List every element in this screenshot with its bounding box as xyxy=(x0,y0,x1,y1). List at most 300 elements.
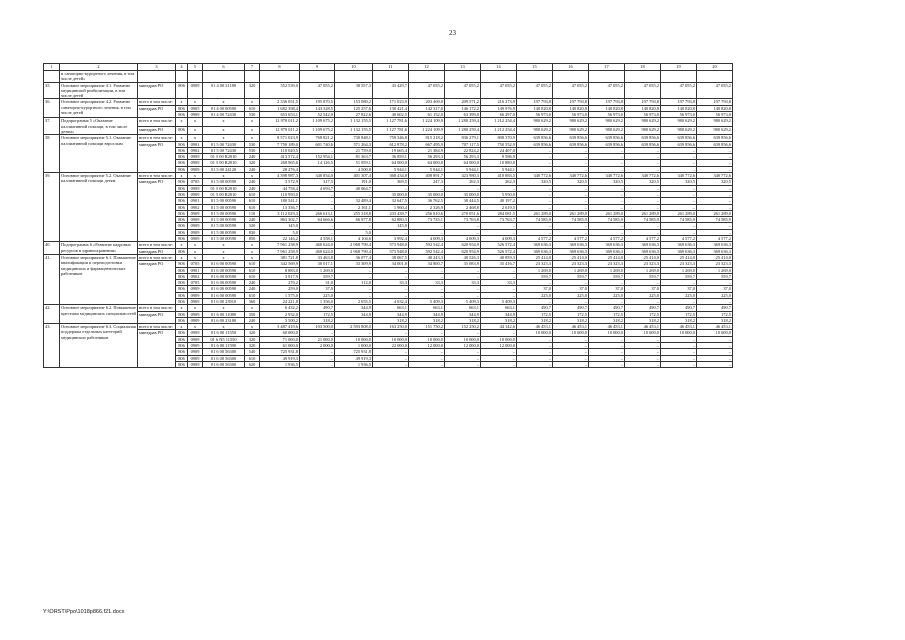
column-number: 1 xyxy=(44,64,60,71)
year-amount: – xyxy=(589,204,625,210)
funding-source: минздрав РО xyxy=(138,330,176,368)
year-amount: 262,3 xyxy=(481,179,517,185)
measure-name: Основное мероприятие 5.1. Оказание паллиативной помощи взрослым xyxy=(60,135,138,173)
section-code: 0909 xyxy=(188,112,203,118)
year-amount: – xyxy=(373,292,409,298)
ministry-code: 806 xyxy=(176,317,188,323)
year-amount: 24 407,0 xyxy=(481,147,517,153)
year-amount: – xyxy=(300,330,335,336)
year-amount: 203 469,0 xyxy=(409,99,445,105)
target-item-code: 01 6 00 11590 xyxy=(203,343,245,349)
ministry-code: 806 xyxy=(176,223,188,229)
funding-source: всего в том числе: xyxy=(138,99,176,105)
year-amount: – xyxy=(589,198,625,204)
ministry-code: 806 xyxy=(176,311,188,317)
ministry-code: 806 xyxy=(176,298,188,304)
year-amount: – xyxy=(373,267,409,273)
year-amount: – xyxy=(589,355,625,361)
year-amount: 38 067,5 xyxy=(373,254,409,260)
section-code: 0909 xyxy=(188,185,203,191)
year-amount: 225,0 xyxy=(553,292,589,298)
total-amount: 22 146,2 xyxy=(260,236,300,242)
year-amount: – xyxy=(697,349,733,355)
year-amount: 33,3 xyxy=(409,280,445,286)
year-amount: – xyxy=(661,204,697,210)
year-amount: 4 104,6 xyxy=(335,236,373,242)
ministry-code: х xyxy=(176,135,188,141)
year-amount: 1 269,0 xyxy=(553,267,589,273)
funding-source: всего в том числе: xyxy=(138,305,176,311)
year-amount: 33,3 xyxy=(481,280,517,286)
year-amount: 369 636,3 xyxy=(589,248,625,254)
year-amount: – xyxy=(300,166,335,172)
year-amount: 40 197,2 xyxy=(481,198,517,204)
year-amount: 46 453,1 xyxy=(625,324,661,330)
year-amount: 74 585,9 xyxy=(517,217,553,223)
year-amount: 22 824,2 xyxy=(445,147,481,153)
year-amount: – xyxy=(625,166,661,172)
year-amount xyxy=(589,71,625,83)
funding-source: минздрав РО xyxy=(138,248,176,254)
year-amount: – xyxy=(589,349,625,355)
column-number: 14 xyxy=(481,64,517,71)
year-amount: – xyxy=(661,336,697,342)
year-amount: – xyxy=(625,349,661,355)
year-amount: – xyxy=(335,223,373,229)
total-amount: 110 020,5 xyxy=(260,147,300,153)
year-amount: 33 463,8 xyxy=(300,254,335,260)
year-amount: – xyxy=(625,191,661,197)
funding-source: всего в том числе: xyxy=(138,135,176,141)
year-amount: – xyxy=(409,355,445,361)
year-amount: – xyxy=(661,349,697,355)
year-amount: – xyxy=(445,361,481,367)
target-item-code: 01 5 00 00590 xyxy=(203,229,245,235)
year-amount: 46 453,1 xyxy=(517,324,553,330)
year-amount: 172,5 xyxy=(625,311,661,317)
year-amount: 980 629,2 xyxy=(517,118,553,126)
year-amount: – xyxy=(697,280,733,286)
year-amount: 12 000,0 xyxy=(445,343,481,349)
year-amount: – xyxy=(661,343,697,349)
year-amount: – xyxy=(697,166,733,172)
year-amount: – xyxy=(625,204,661,210)
year-amount: 112,0 xyxy=(335,280,373,286)
total-amount: 13 336,7 xyxy=(260,204,300,210)
year-amount: 74 585,9 xyxy=(553,217,589,223)
section-code: 0909 xyxy=(188,160,203,166)
year-amount: 4 577,2 xyxy=(697,236,733,242)
year-amount: 1 127 781,6 xyxy=(373,126,409,134)
year-amount: 1 212 254,4 xyxy=(481,126,517,134)
year-amount: – xyxy=(445,355,481,361)
year-amount: 490,7 xyxy=(697,305,733,311)
year-amount: – xyxy=(517,349,553,355)
total-amount: 8 883,0 xyxy=(260,267,300,273)
total-amount: 180 541,1 xyxy=(260,198,300,204)
funding-source: всего в том числе: xyxy=(138,118,176,126)
ministry-code: 806 xyxy=(176,236,188,242)
expense-type-code: х xyxy=(245,242,260,248)
year-amount: 38 444,5 xyxy=(445,198,481,204)
year-amount: 369 636,3 xyxy=(697,248,733,254)
year-amount: 225,0 xyxy=(300,292,335,298)
year-amount: – xyxy=(589,298,625,304)
year-amount: 340 772,6 xyxy=(589,173,625,179)
year-amount: 56 293,3 xyxy=(445,154,481,160)
year-amount: 601 740,6 xyxy=(300,141,335,147)
year-amount: – xyxy=(589,223,625,229)
target-item-code: 01 5 00 24120 xyxy=(203,166,245,172)
year-amount: 163 250,0 xyxy=(373,324,409,330)
year-amount: 423 980,3 xyxy=(445,173,481,179)
year-amount: 266 613,1 xyxy=(300,210,335,216)
measure-name: Подпрограмма 5 «Оказание паллиативной помощи, в том числе детям» xyxy=(60,118,138,135)
year-amount: 1 960,4 xyxy=(373,204,409,210)
expense-type-code: 530 xyxy=(245,112,260,118)
year-amount: 10 000,0 xyxy=(697,330,733,336)
ministry-code: 806 xyxy=(176,160,188,166)
year-amount: 256 810,6 xyxy=(409,210,445,216)
year-amount: 23 323,3 xyxy=(697,261,733,267)
total-amount: 7 961 258,9 xyxy=(260,248,300,254)
total-amount: 12 970 011,2 xyxy=(260,126,300,134)
year-amount: 1 269,0 xyxy=(697,267,733,273)
year-amount: – xyxy=(661,166,697,172)
year-amount: 1 269,0 xyxy=(300,267,335,273)
year-amount: – xyxy=(697,229,733,235)
target-item-code: 01 5 00 00590 xyxy=(203,223,245,229)
target-item-code: х xyxy=(203,126,245,134)
year-amount: – xyxy=(445,286,481,292)
year-amount: 5 944,1 xyxy=(481,166,517,172)
expense-type-code: х xyxy=(245,126,260,134)
target-item-code: 01 5 00 R2010 xyxy=(203,185,245,191)
expense-type-code: 830 xyxy=(245,229,260,235)
total-amount: 863 302,7 xyxy=(260,217,300,223)
target-item-code: х xyxy=(203,173,245,179)
year-amount: 1 269,0 xyxy=(589,267,625,273)
section-code: 0909 xyxy=(188,191,203,197)
section-code xyxy=(188,71,203,83)
ministry-code: 806 xyxy=(176,191,188,197)
year-amount: 639 856,6 xyxy=(697,141,733,147)
target-item-code: 01 6 00 00590 xyxy=(203,267,245,273)
column-number: 19 xyxy=(661,64,697,71)
ministry-code: 806 xyxy=(176,261,188,267)
expense-type-code xyxy=(245,71,260,83)
year-amount: 318,2 xyxy=(661,317,697,323)
expense-type-code: х xyxy=(245,118,260,126)
section-code: х xyxy=(188,305,203,311)
year-amount: 25 414,0 xyxy=(661,254,697,260)
year-amount: 63 399,0 xyxy=(445,112,481,118)
expense-type-code: 350 xyxy=(245,311,260,317)
year-amount: 23 323,3 xyxy=(589,261,625,267)
target-item-code: 01 6 00 00590 xyxy=(203,261,245,267)
target-item-code: 01 6 00 00590 xyxy=(203,286,245,292)
year-amount: 197 793,8 xyxy=(661,99,697,105)
target-item-code: 01 5 00 R2010 xyxy=(203,191,245,197)
year-amount: 9 586,9 xyxy=(481,154,517,160)
year-amount: – xyxy=(697,204,733,210)
year-amount: 195 870,5 xyxy=(300,99,335,105)
year-amount: 31,0 xyxy=(300,280,335,286)
target-item-code: 01 5 00 R2010 xyxy=(203,154,245,160)
total-amount: 60 000,0 xyxy=(260,330,300,336)
year-amount: 66 297,0 xyxy=(481,112,517,118)
year-amount: – xyxy=(373,229,409,235)
section-code: 0909 xyxy=(188,330,203,336)
year-amount: – xyxy=(373,349,409,355)
year-amount: 61 152,0 xyxy=(409,112,445,118)
year-amount: 140 820,8 xyxy=(625,105,661,111)
year-amount: – xyxy=(661,154,697,160)
expense-type-code: 320 xyxy=(245,336,260,342)
year-amount: 261 289,0 xyxy=(661,210,697,216)
year-amount: 47 055,2 xyxy=(517,82,553,99)
year-amount: 490,7 xyxy=(553,305,589,311)
year-amount: – xyxy=(335,317,373,323)
year-amount: – xyxy=(517,166,553,172)
ministry-code: 806 xyxy=(176,361,188,367)
year-amount: 344,9 xyxy=(335,311,373,317)
year-amount: – xyxy=(481,267,517,273)
year-amount: 639 856,6 xyxy=(697,135,733,141)
year-amount: – xyxy=(445,223,481,229)
expense-type-code: х xyxy=(245,248,260,254)
year-amount: – xyxy=(553,160,589,166)
funding-source: минздрав РО xyxy=(138,141,176,172)
total-amount: 653 653,1 xyxy=(260,112,300,118)
expense-type-code: 850 xyxy=(245,236,260,242)
year-amount: 639 856,6 xyxy=(625,135,661,141)
total-amount: 3 917,9 xyxy=(260,273,300,279)
year-amount: – xyxy=(481,361,517,367)
target-item-code: 01 6 00 56300 xyxy=(203,355,245,361)
year-amount: – xyxy=(335,273,373,279)
expense-type-code: 240 xyxy=(245,154,260,160)
year-amount: 639 856,6 xyxy=(517,135,553,141)
year-amount: 172,5 xyxy=(517,311,553,317)
year-amount: – xyxy=(517,298,553,304)
year-amount: 74 585,9 xyxy=(697,217,733,223)
year-amount: 4 009,3 xyxy=(481,236,517,242)
funding-source: минздрав РО xyxy=(138,105,176,118)
year-amount: 320,5 xyxy=(697,179,733,185)
year-amount: 5 409,3 xyxy=(409,298,445,304)
year-amount: – xyxy=(409,185,445,191)
year-amount: 667 495,9 xyxy=(409,141,445,147)
year-amount: – xyxy=(625,154,661,160)
year-amount: 980 629,2 xyxy=(589,126,625,134)
year-amount: – xyxy=(373,330,409,336)
year-amount: 47 055,2 xyxy=(697,82,733,99)
year-amount: 2 593 808,0 xyxy=(335,324,373,330)
year-amount: 1 109 675,2 xyxy=(300,126,335,134)
year-amount: 559,7 xyxy=(300,273,335,279)
file-path-footer: Y:\ORST\Ppo\1018p866.f21.docx xyxy=(43,609,125,615)
column-number: 11 xyxy=(373,64,409,71)
year-amount: – xyxy=(661,185,697,191)
year-amount: 318,2 xyxy=(373,317,409,323)
year-amount: 191,0 xyxy=(335,179,373,185)
year-amount: – xyxy=(517,229,553,235)
column-number: 12 xyxy=(409,64,445,71)
year-amount: 47 055,2 xyxy=(481,82,517,99)
year-amount: 10 000,0 xyxy=(373,336,409,342)
year-amount: 64 666,6 xyxy=(300,217,335,223)
year-amount: 25 414,0 xyxy=(589,254,625,260)
year-amount: – xyxy=(517,198,553,204)
year-amount: – xyxy=(697,336,733,342)
year-amount: 261 289,0 xyxy=(517,210,553,216)
year-amount: 340 854,0 xyxy=(300,173,335,179)
section-code: 0705 xyxy=(188,179,203,185)
year-amount: 620 954,9 xyxy=(445,248,481,254)
column-number: 20 xyxy=(697,64,733,71)
year-amount: 612 878,2 xyxy=(373,141,409,147)
year-amount: – xyxy=(553,298,589,304)
expense-type-code: 240 xyxy=(245,317,260,323)
expense-type-code: 320 xyxy=(245,330,260,336)
target-item-code: 01 5 00 72430 xyxy=(203,147,245,153)
year-amount: 369 636,3 xyxy=(661,242,697,248)
year-amount: 81 363,7 xyxy=(335,154,373,160)
ministry-code: 806 xyxy=(176,286,188,292)
year-amount: 340 772,6 xyxy=(625,173,661,179)
year-amount: 47 055,2 xyxy=(409,82,445,99)
year-amount: 750 552,9 xyxy=(481,141,517,147)
section-code: х xyxy=(188,135,203,141)
total-amount xyxy=(260,71,300,83)
year-amount: 639 856,6 xyxy=(517,141,553,147)
year-amount xyxy=(625,71,661,83)
year-amount: 526 572,4 xyxy=(481,242,517,248)
year-amount: 369 636,3 xyxy=(625,248,661,254)
year-amount: 23 323,3 xyxy=(625,261,661,267)
year-amount: 318,2 xyxy=(481,317,517,323)
row-number: 40. xyxy=(44,242,60,255)
section-code: 0909 xyxy=(188,82,203,99)
year-amount: – xyxy=(553,361,589,367)
year-amount: 233 439,7 xyxy=(373,210,409,216)
year-amount: 23 323,3 xyxy=(517,261,553,267)
year-amount: – xyxy=(553,280,589,286)
column-number: 8 xyxy=(260,64,300,71)
year-amount: – xyxy=(661,160,697,166)
target-item-code: 01 6 N5 11550 xyxy=(203,336,245,342)
column-number: 6 xyxy=(203,64,245,71)
year-amount: 261 289,0 xyxy=(697,210,733,216)
year-amount: – xyxy=(300,229,335,235)
expense-type-code: 320 xyxy=(245,343,260,349)
expense-type-code: 610 xyxy=(245,273,260,279)
year-amount: 12 000,0 xyxy=(481,343,517,349)
column-number: 16 xyxy=(553,64,589,71)
year-amount: 34 001,8 xyxy=(373,261,409,267)
year-amount: 980 629,2 xyxy=(661,118,697,126)
year-amount: – xyxy=(661,355,697,361)
year-amount: 22 000,0 xyxy=(373,343,409,349)
year-amount: 2 968 799,4 xyxy=(335,242,373,248)
year-amount: 140 820,8 xyxy=(697,105,733,111)
year-amount: 490,7 xyxy=(517,305,553,311)
year-amount: – xyxy=(589,147,625,153)
total-amount: 259,0 xyxy=(260,286,300,292)
year-amount: 5 944,1 xyxy=(409,166,445,172)
year-amount: 35 000,0 xyxy=(445,191,481,197)
ministry-code: 806 xyxy=(176,349,188,355)
ministry-code: 806 xyxy=(176,198,188,204)
year-amount: – xyxy=(553,204,589,210)
year-amount: 5 944,1 xyxy=(373,166,409,172)
year-amount: 663,1 xyxy=(409,305,445,311)
year-amount: 639 856,6 xyxy=(553,141,589,147)
year-amount: 56 973,0 xyxy=(517,112,553,118)
ministry-code: 806 xyxy=(176,141,188,147)
target-item-code: х xyxy=(203,305,245,311)
year-amount: 1 269,0 xyxy=(661,267,697,273)
expense-type-code: 610 xyxy=(245,105,260,111)
section-code: 0909 xyxy=(188,229,203,235)
expense-type-code: 610 xyxy=(245,261,260,267)
year-amount: 103 500,0 xyxy=(300,324,335,330)
budget-table xyxy=(43,63,733,368)
year-amount: 225,0 xyxy=(661,292,697,298)
year-amount xyxy=(553,71,589,83)
year-amount: – xyxy=(625,223,661,229)
ministry-code: 806 xyxy=(176,217,188,223)
section-code: 0909 xyxy=(188,349,203,355)
year-amount: 40 064,7 xyxy=(335,185,373,191)
total-amount: 2 932,0 xyxy=(260,311,300,317)
year-amount: 490,7 xyxy=(589,305,625,311)
year-amount: 663,1 xyxy=(481,305,517,311)
year-amount: 37,0 xyxy=(300,286,335,292)
year-amount: – xyxy=(625,198,661,204)
funding-source: минздрав РО xyxy=(138,261,176,305)
year-amount: – xyxy=(697,343,733,349)
year-amount: 146 172,2 xyxy=(445,105,481,111)
measure-name: Основное мероприятие 4.2. Развитие санаторно-курортного лечения, в том числе детей xyxy=(60,99,138,118)
row-number: 36. xyxy=(44,99,60,118)
year-amount: 1 936,5 xyxy=(335,361,373,367)
section-code: 0909 xyxy=(188,355,203,361)
year-amount: 197 793,8 xyxy=(517,99,553,105)
row-number: 42. xyxy=(44,305,60,324)
year-amount xyxy=(373,71,409,83)
year-amount: 4 577,2 xyxy=(517,236,553,242)
year-amount: 47 055,2 xyxy=(445,82,481,99)
year-amount: – xyxy=(373,361,409,367)
year-amount: 836 279,1 xyxy=(445,135,481,141)
year-amount xyxy=(335,71,373,83)
year-amount: 4 032,4 xyxy=(373,298,409,304)
year-amount: – xyxy=(553,147,589,153)
year-amount: – xyxy=(553,198,589,204)
year-amount: 318,2 xyxy=(553,317,589,323)
year-amount: – xyxy=(481,273,517,279)
year-amount: 559,7 xyxy=(697,273,733,279)
year-amount: 74 585,9 xyxy=(589,217,625,223)
year-amount: 33,3 xyxy=(445,280,481,286)
year-amount: 284 081,5 xyxy=(481,210,517,216)
year-amount: 153 080,2 xyxy=(335,99,373,105)
year-amount: – xyxy=(589,154,625,160)
total-amount: 276,2 xyxy=(260,280,300,286)
section-code: 0909 xyxy=(188,154,203,160)
